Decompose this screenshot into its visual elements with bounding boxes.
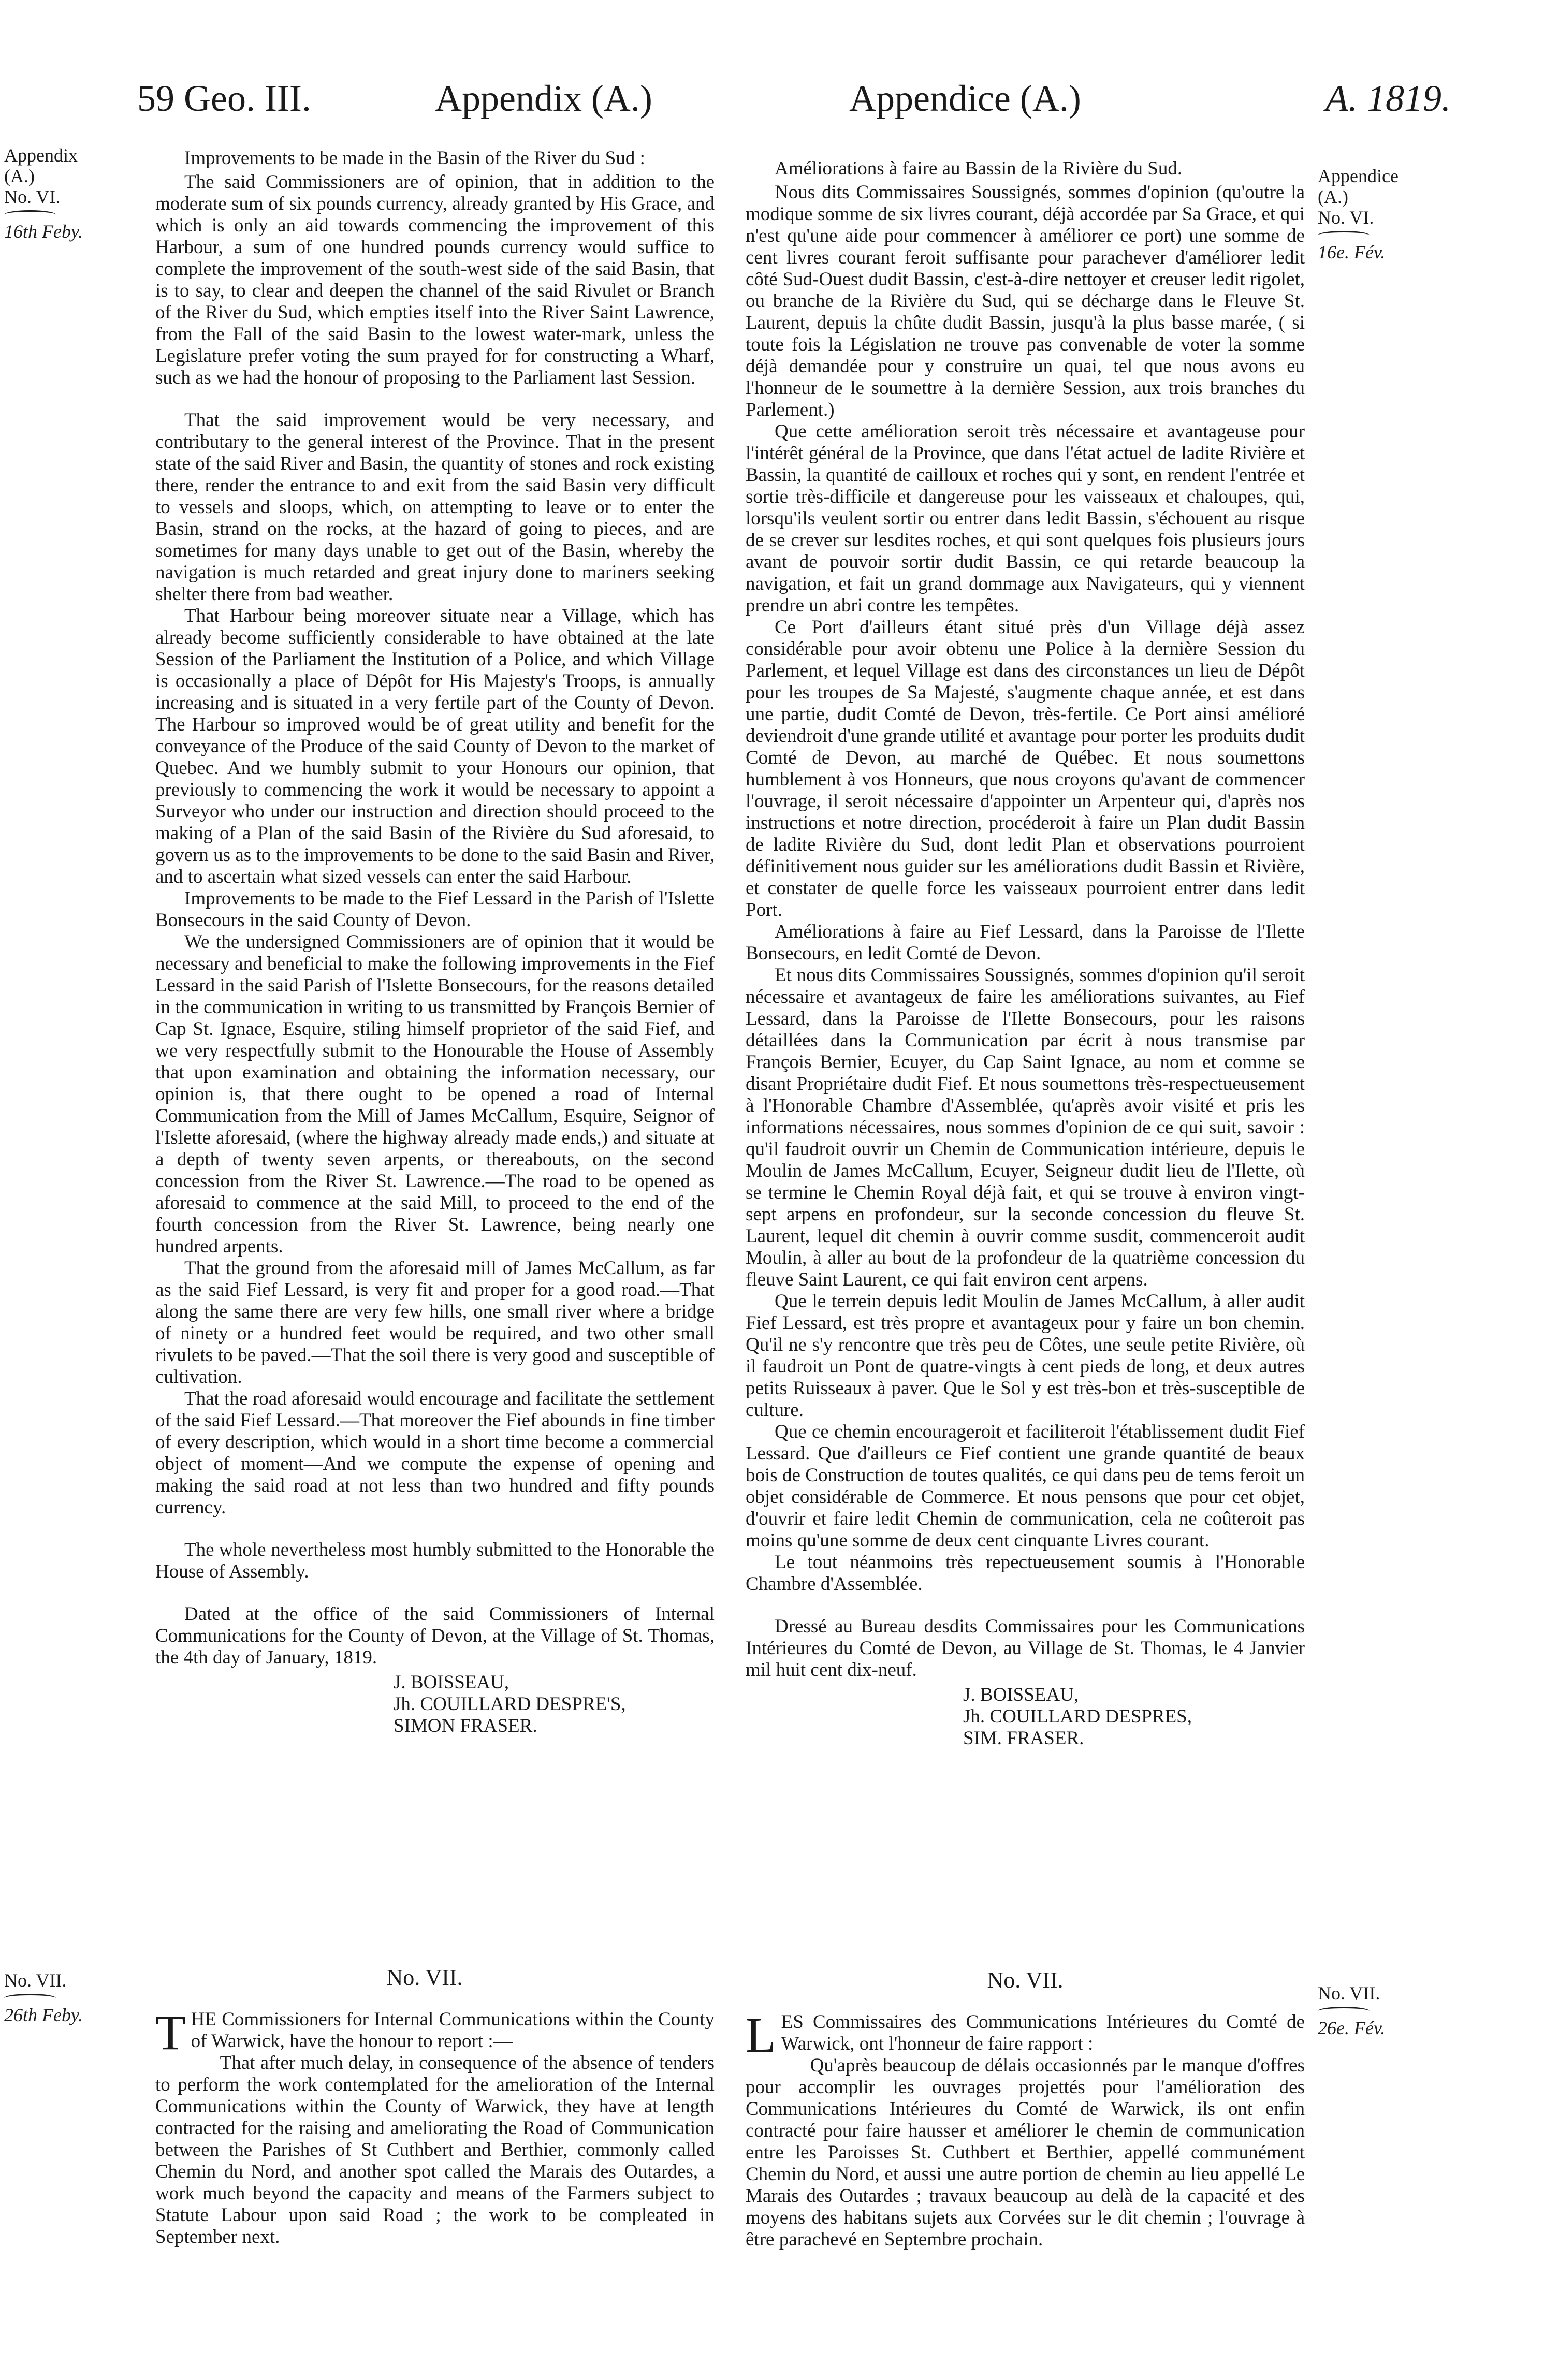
french-section-vii — [746, 2007, 1305, 2251]
paragraph: That the road aforesaid would encourage and facilitate the settlement of the said Fief Lessard.—That moreover the Fief abounds in fine timber of every description, which would in a short time become a commercial object of moment—And we compute the expense of opening and making the said road at not less than two hundred and fifty pounds currency. — [155, 1388, 715, 1518]
margin-appendix-letter: (A.) — [4, 166, 35, 186]
margin-number: No. VI. — [4, 186, 61, 207]
margin-date: 26th Feby. — [4, 2005, 83, 2025]
margin-date: 16e. Fév. — [1318, 242, 1386, 262]
fief-heading: Améliorations à faire au Fief Lessard, dans la Paroisse de l'Ilette Bonsecours, en ledit Comté de Devon. — [746, 921, 1305, 964]
margin-brace — [4, 1994, 56, 2003]
section-title-french: No. VII. — [987, 1967, 1064, 1993]
margin-appendice: Appendice — [1318, 166, 1399, 186]
paragraph: That after much delay, in consequence of the absence of tenders to perform the work contemplated for the amelioration of the Internal Communications within the County of Warwick, they have at length contracted for the raising and ameliorating the Road of Communication between the Parishes of St Cuthbert and Berthier, commonly called Chemin du Nord, and another spot called the Marais des Outardes, a work much beyond the capacity and means of the Farmers subject to Statute Labour upon said Road ; the work to be compleated in September next. — [155, 2052, 715, 2247]
right-margin-note-vi — [1318, 166, 1399, 262]
paragraph: The said Commissioners are of opinion, that in addition to the moderate sum of six pounds currency, already granted by His Grace, and which is only an aid towards commencing the improvement of this Harbour, a sum of one hundred pounds currency would suffice to complete the improvement of the south-west side of the said Basin, that is to say, to clear and deepen the channel of the said Rivulet or Branch of the River du Sud, which empties itself into the River Saint Lawrence, from the Fall of the said Basin to the lowest water-mark, unless the Legislature prefer voting the sum prayed for for constructing a Wharf, such as we had the honour of proposing to the Parliament last Session. — [155, 171, 715, 388]
left-running-title: Appendix (A.) — [435, 78, 652, 119]
basin-heading: Améliorations à faire au Bassin de la Rivière du Sud. — [775, 158, 1183, 179]
margin-number: No. VI. — [1318, 207, 1374, 228]
right-running-title: Appendice (A.) — [849, 78, 1081, 119]
signature: J. BOISSEAU, — [394, 1672, 509, 1693]
paragraph: That the ground from the aforesaid mill of James McCallum, as far as the said Fief Lessard, is very fit and proper for a good road.—That along the same there are very few hills, one small river where a bridge of ninety or a hundred feet would be required, and two other small rivulets to be paved.—That the soil there is very good and susceptible of cultivation. — [155, 1258, 715, 1388]
margin-number: No. VII. — [1318, 1983, 1380, 2004]
margin-brace — [1318, 2007, 1370, 2016]
signature: SIM. FRASER. — [963, 1728, 1084, 1749]
margin-date: 16th Feby. — [4, 221, 83, 242]
paragraph: That Harbour being moreover situate near a Village, which has already become sufficiently considerable to have obtained at the late Session of the Parliament the Institution of a Police, and which Village is occasionally a place of Dépôt for His Majesty's Troops, is annually increasing and is situated in a very fertile part of the County of Devon. The Harbour so improved would be of great utility and benefit for the conveyance of the Produce of the said County of Devon to the market of Quebec. And we humbly submit to your Honours our opinion, that previously to commencing the work it would be necessary to appoint a Surveyor who under our instruction and direction should proceed to the making of a Plan of the said Basin of the Rivière du Sud aforesaid, to govern us as to the improvements to be done to the said Basin and River, and to ascertain what sized vessels can enter the said Harbour. — [155, 605, 715, 887]
paragraph: That the said improvement would be very necessary, and contributary to the general interest of the Province. That in the present state of the said River and Basin, the quantity of stones and rock existing there, render the entrance to and exit from the said Basin very difficult to vessels and sloops, which, on attempting to leave or to enter the Basin, strand on the rocks, at the hazard of going to pieces, and are sometimes for many days unable to get out of the Basin, whereby the navigation is much retarded and great injury done to mariners seeking shelter there from bad weather. — [155, 410, 715, 605]
paragraph: ES Commissaires des Communications Intérieures du Comté de Warwick, ont l'honneur de faire rapport : — [781, 2011, 1305, 2054]
dateline: Dressé au Bureau desdits Commissaires pour les Communications Intérieures du Comté de Devon, au Village de St. Thomas, le 4 Janvier mil huit cent dix-neuf. — [746, 1616, 1305, 1681]
signatures — [963, 1684, 1305, 1749]
left-margin-note-vii — [4, 1970, 83, 2025]
section-title-english: No. VII. — [386, 1965, 463, 1990]
regnal-year: 59 Geo. III. — [137, 78, 311, 119]
dateline: Dated at the office of the said Commissioners of Internal Communications for the County of Devon, at the Village of St. Thomas, the 4th day of January, 1819. — [155, 1603, 715, 1668]
signature: Jh. COUILLARD DESPRE'S, — [394, 1693, 626, 1715]
signatures — [394, 1672, 715, 1737]
margin-appendice-letter: (A.) — [1318, 186, 1348, 207]
signature: Jh. COUILLARD DESPRES, — [963, 1706, 1192, 1727]
english-column — [155, 148, 715, 1737]
margin-brace — [4, 210, 56, 219]
paragraph: Le tout néanmoins très repectueusement soumis à l'Honorable Chambre d'Assemblée. — [746, 1552, 1305, 1595]
paragraph: Que cette amélioration seroit très nécessaire et avantageuse pour l'intérêt général de la Province, que dans l'état actuel de ladite Rivière et Bassin, la quantité de cailloux et roches qui y sont, en rendent l'entrée et sortie très-difficile et dangereuse pour les vaisseaux et chaloupes, qui, lorsqu'ils veulent sortir ou entrer dans ledit Bassin, s'échouent au risque de se crever sur lesdites roches, et qui sont quelques fois plusieurs jours avant de pouvoir sortir dudit Bassin, ce qui retarde beaucoup la navigation, et fait un grand dommage aux Navigateurs, qui y viennent prendre un abri contre les tempêtes. — [746, 421, 1305, 616]
signature: J. BOISSEAU, — [963, 1684, 1079, 1705]
paragraph: The whole nevertheless most humbly submitted to the Honorable the House of Assembly. — [155, 1539, 715, 1582]
basin-heading: Improvements to be made in the Basin of the River du Sud : — [184, 148, 645, 169]
margin-brace — [1318, 231, 1370, 240]
paragraph: HE Commissioners for Internal Communications within the County of Warwick, have the honour to report :— — [191, 2009, 715, 2052]
left-margin-note-vi — [4, 145, 83, 242]
paragraph: Qu'après beaucoup de délais occasionnés par le manque d'offres pour accomplir les ouvrages projettés pour l'amélioration des Communications Intérieures du Comté de Warwick, ils ont enfin contracté pour faire hausser et améliorer le chemin de communication entre les Paroisses St. Cuthbert et Berthier, appellé communément Chemin du Nord, et aussi une autre portion de chemin au lieu appellé Le Marais des Outardes ; travaux beaucoup au delà de la capacité et des moyens des habitans sujets aux Corvées sur le dit chemin ; l'ouvrage à être parachevé en Septembre prochain. — [746, 2055, 1305, 2250]
year-heading: A. 1819. — [1325, 78, 1451, 119]
paragraph: We the undersigned Commissioners are of opinion that it would be necessary and beneficial to make the following improvements in the Fief Lessard in the said Parish of l'Islette Bonsecours, for the reasons detailed in the communication in writing to us transmitted by François Bernier of Cap St. Ignace, Esquire, stiling himself proprietor of the said Fief, and we very respectfully submit to the Honourable the House of Assembly that upon examination and obtaining the information necessary, our opinion is, that there ought to be opened a road of Internal Communication from the Mill of James McCallum, Esquire, Seignor of l'Islette aforesaid, (where the highway already made ends,) and situate at a depth of twenty seven arpents, or thereabouts, on the second concession from the River St. Lawrence.—The road to be opened as aforesaid to commence at the said Mill, to proceed to the end of the fourth concession from the River St. Lawrence, being nearly one hundred arpents. — [155, 931, 715, 1257]
french-column — [746, 158, 1305, 1749]
signature: SIMON FRASER. — [394, 1715, 537, 1736]
fief-heading: Improvements to be made to the Fief Lessard in the Parish of l'Islette Bonsecours in the said County of Devon. — [155, 888, 715, 931]
paragraph: Que le terrein depuis ledit Moulin de James McCallum, à aller audit Fief Lessard, est très propre et avantageux pour y faire un bon chemin. Qu'il ne s'y rencontre que très peu de Côtes, une seule petite Rivière, où il faudroit un Pont de quatre-vingts à cent pieds de long, et deux autres petits Ruisseaux à paver. Que le Sol y est très-bon et très-susceptible de culture. — [746, 1291, 1305, 1421]
english-section-vii — [155, 2005, 715, 2248]
paragraph: Ce Port d'ailleurs étant situé près d'un Village déjà assez considérable pour avoir obtenu une Police à la dernière Session du Parlement, et lequel Village est dans des circonstances un lieu de Dépôt pour les troupes de Sa Majesté, s'augmente chaque année, et est dans une partie, dudit Comté de Devon, très-fertile. Ce Port ainsi amélioré deviendroit d'une grande utilité et avantage pour porter les produits dudit Comté de Devon, au marché de Québec. Et nous soumettons humblement à vos Honneurs, que nous croyons qu'avant de commencer l'ouvrage, il seroit nécessaire d'appointer un Arpenteur qui, d'après nos instructions et notre direction, procéderoit à faire un Plan dudit Bassin de ladite Rivière du Sud, dont ledit Plan et observations pourroient définitivement nous guider sur les améliorations dudit Bassin et Rivière, et constater de quelle force les vaisseaux pourroient entrer dans ledit Port. — [746, 617, 1305, 921]
margin-appendix: Appendix — [4, 145, 78, 166]
paragraph: Que ce chemin encourageroit et faciliteroit l'établissement dudit Fief Lessard. Que d'ailleurs ce Fief contient une grande quantité de beaux bois de Construction de toutes qualités, ce qui dans peu de tems feroit un objet considérable de Commerce. Et nous pensons que pour cet objet, d'ouvrir et faire ledit Chemin de communication, cela ne coûteroit pas moins qu'une somme de deux cent cinquante Livres courant. — [746, 1421, 1305, 1551]
margin-number: No. VII. — [4, 1970, 67, 1991]
margin-date: 26e. Fév. — [1318, 2018, 1386, 2038]
drop-cap: L — [746, 2007, 776, 2063]
drop-cap: T — [155, 2005, 186, 2060]
paragraph: Nous dits Commissaires Soussignés, sommes d'opinion (qu'outre la modique somme de six livres courant, déjà accordée par Sa Grace, et qui n'est qu'une aide pour commencer à améliorer ce port) une somme de cent livres courant feroit suffisante pour parachever d'améliorer ledit côté Sud-Ouest dudit Bassin, c'est-à-dire nettoyer et creuser ledit rigolet, ou branche de la Rivière du Sud, qui se décharge dans le Fleuve St. Laurent, depuis la chûte dudit Bassin, jusqu'à la plus basse marée, ( si toute fois la Législation ne trouve pas convenable de voter la somme déjà demandée pour y construire un quai, tel que nous avons eu l'honneur de le soumettre à la dernière Session, aux trois branches du Parlement.) — [746, 182, 1305, 420]
paragraph: Et nous dits Commissaires Soussignés, sommes d'opinion qu'il seroit nécessaire et avantageux de faire les améliorations suivantes, au Fief Lessard, dans la Paroisse de l'Ilette Bonsecours, pour les raisons détaillées dans la Communication par écrit à nous transmise par François Bernier, Ecuyer, du Cap Saint Ignace, au nom et comme se disant Propriétaire dudit Fief. Et nous soumettons très-respectueusement à l'Honorable Chambre d'Assemblée, qu'après avoir visité et pris les informations nécessaires, nous sommes d'opinion de ce qui suit, savoir : qu'il faudroit ouvrir un Chemin de Communication intérieure, depuis le Moulin de James McCallum, Ecuyer, Seigneur dudit lieu de l'Ilette, où se termine le Chemin Royal déjà fait, et qui se trouve à environ vingt-sept arpens en profondeur, sur la seconde concession du fleuve St. Laurent, lequel dit chemin à ouvrir comme susdit, commenceroit audit Moulin, à aller au bout de la profondeur de la quatrième concession du fleuve Saint Laurent, ce qui fait environ cent arpens. — [746, 965, 1305, 1290]
